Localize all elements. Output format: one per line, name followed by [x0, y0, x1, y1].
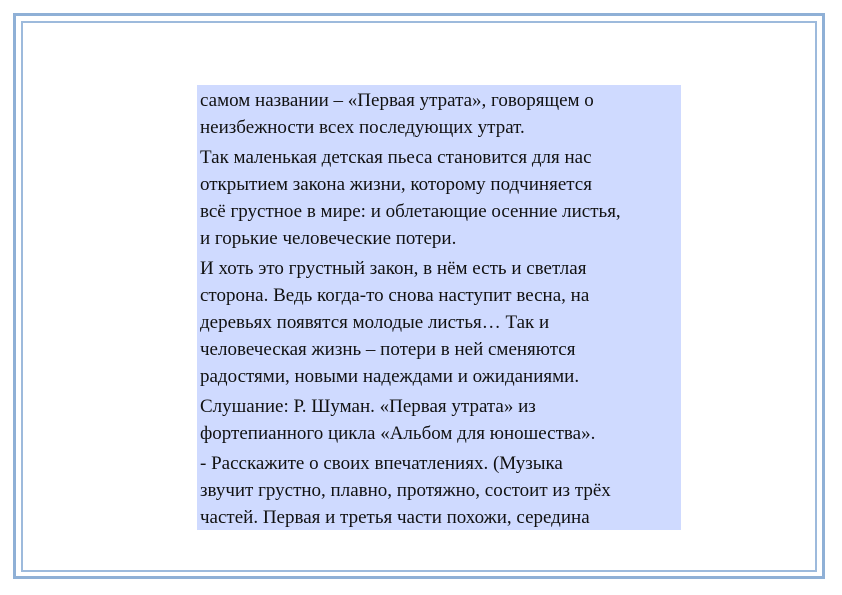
- paragraph-3: [200, 255, 678, 390]
- text-line: Так маленькая детская пьеса становится для нас: [200, 147, 592, 168]
- text-line: сторона. Ведь когда-то снова наступит весна, на: [200, 285, 590, 306]
- text-line: Слушание: Р. Шуман. «Первая утрата» из: [200, 396, 536, 417]
- text-line: открытием закона жизни, которому подчиняется: [200, 174, 592, 195]
- text-line: деревьях появятся молодые листья… Так и: [200, 312, 550, 333]
- paragraph-5: [200, 450, 678, 530]
- text-line: всё грустное в мире: и облетающие осенние листья,: [200, 201, 621, 222]
- paragraph-2: [200, 144, 678, 252]
- text-line: - Расскажите о своих впечатлениях. (Музыка: [200, 453, 563, 474]
- text-line: звучит грустно, плавно, протяжно, состоит из трёх: [200, 480, 611, 501]
- text-line: фортепианного цикла «Альбом для юношества».: [200, 423, 596, 444]
- text-line: И хоть это грустный закон, в нём есть и светлая: [200, 258, 587, 279]
- text-line: самом названии – «Первая утрата», говорящем о: [200, 90, 594, 111]
- text-line: и горькие человеческие потери.: [200, 228, 457, 249]
- text-line: частей. Первая и третья части похожи, середина: [200, 507, 590, 528]
- text-line: радостями, новыми надеждами и ожиданиями.: [200, 366, 580, 387]
- paragraph-4: [200, 393, 678, 447]
- text-line: человеческая жизнь – потери в ней сменяются: [200, 339, 576, 360]
- text-block: [197, 85, 681, 530]
- text-line: неизбежности всех последующих утрат.: [200, 117, 525, 138]
- paragraph-1: [200, 87, 678, 141]
